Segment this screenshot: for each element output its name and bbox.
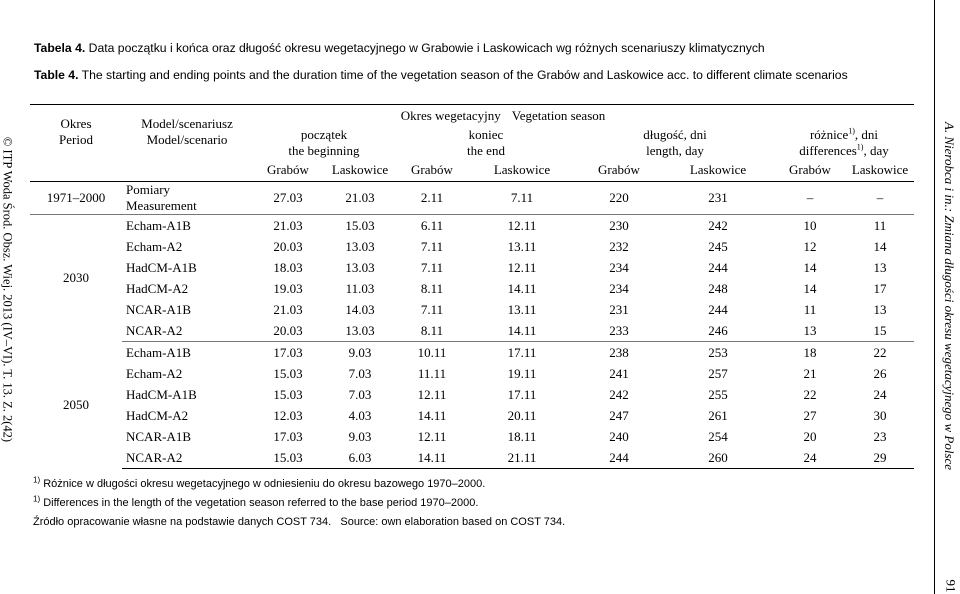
footnote-polish-mark: 1) [33, 475, 41, 485]
end-grabow: 6.11 [420, 217, 444, 233]
end-grabow: 7.11 [420, 238, 444, 254]
length-laskowice: 245 [708, 238, 728, 254]
measurement-start-grabow: 27.03 [252, 182, 324, 215]
end-laskowice: 12.11 [507, 259, 537, 275]
start-grabow: 21.03 [273, 301, 303, 317]
caption-polish-label: Tabela 4. [34, 41, 86, 55]
diff-pl-tail: , dni [854, 127, 879, 142]
measurement-label [122, 182, 252, 215]
table-row [30, 384, 914, 405]
length-grabow: 244 [576, 447, 662, 469]
length-grabow: 242 [609, 386, 629, 402]
table-row [30, 342, 914, 364]
site-grabow-end: Grabów [396, 159, 468, 182]
table-row [30, 278, 914, 299]
start-grabow: 15.03 [273, 365, 303, 381]
length-laskowice: 261 [708, 407, 728, 423]
table-row [30, 405, 914, 426]
end-grabow: 11.11 [417, 365, 447, 381]
header-row-sites [30, 159, 914, 182]
season-header-pl: Okres wegetacyjny [400, 108, 501, 123]
end-laskowice: 17.11 [507, 344, 537, 360]
footnote-english-text: Differences in the length of the vegetation season referred to the base period 1970–2000. [43, 497, 479, 509]
period-header-en: Period [59, 132, 93, 147]
table-row [30, 320, 914, 342]
end-laskowice: 18.11 [507, 428, 537, 444]
length-grabow: 234 [609, 259, 629, 275]
journal-citation: © ITP Woda Środ. Obsz. Wiej. 2013 (IV–VI). T. 13. Z. 2(42) [0, 136, 15, 443]
diff-laskowice: 29 [846, 447, 914, 469]
difference-header-pl [774, 127, 914, 143]
start-laskowice: 13.03 [324, 320, 396, 342]
start-grabow: 20.03 [273, 238, 303, 254]
measurement-end-grabow: 2.11 [396, 182, 468, 215]
start-laskowice: 7.03 [348, 386, 372, 402]
length-grabow: 231 [609, 301, 629, 317]
model-name: NCAR-A1B [126, 301, 192, 317]
diff-laskowice: 17 [873, 280, 887, 296]
end-header-pl: koniec [468, 127, 504, 142]
start-laskowice: 13.03 [345, 259, 375, 275]
model-header [122, 105, 252, 160]
vegetation-season-table [30, 104, 914, 469]
model-name: HadCM-A1B [126, 386, 197, 402]
model-header-pl: Model/scenariusz [141, 116, 233, 131]
footnote-english [33, 494, 479, 509]
diff-en-tail: , day [863, 143, 889, 158]
length-grabow: 238 [609, 344, 629, 360]
end-laskowice: 20.11 [507, 407, 537, 423]
end-grabow: 12.11 [417, 428, 447, 444]
end-laskowice: 17.11 [507, 386, 537, 402]
period-2030: 2030 [63, 270, 89, 286]
length-laskowice: 260 [662, 447, 774, 469]
length-laskowice: 246 [662, 320, 774, 342]
model-name: Echam-A2 [126, 238, 183, 254]
start-grabow: 18.03 [273, 259, 303, 275]
length-grabow: 230 [609, 217, 629, 233]
measurement-length-laskowice: 231 [662, 182, 774, 215]
diff-laskowice: 13 [873, 259, 887, 275]
end-laskowice: 14.11 [468, 320, 576, 342]
length-laskowice: 254 [708, 428, 728, 444]
period-header-pl: Okres [60, 116, 92, 131]
diff-grabow: 10 [803, 217, 817, 233]
end-laskowice: 12.11 [507, 217, 537, 233]
length-grabow: 233 [576, 320, 662, 342]
caption-polish [34, 41, 765, 55]
diff-grabow: 24 [774, 447, 846, 469]
start-header-en: the beginning [288, 143, 360, 158]
start-grabow: 12.03 [273, 407, 303, 423]
source-note: Źródło opracowanie własne na podstawie danych COST 734. Source: own elaboration based on COST 734. [33, 516, 566, 528]
end-laskowice: 13.11 [507, 238, 537, 254]
start-laskowice: 13.03 [345, 238, 375, 254]
start-grabow: 17.03 [273, 344, 303, 360]
measurement-length-grabow: 220 [576, 182, 662, 215]
footnote-english-mark: 1) [33, 494, 41, 504]
model-name: HadCM-A1B [126, 259, 197, 275]
diff-grabow: 14 [803, 259, 817, 275]
start-grabow: 20.03 [252, 320, 324, 342]
diff-laskowice: 15 [846, 320, 914, 342]
end-grabow: 8.11 [396, 320, 468, 342]
start-grabow: 21.03 [273, 217, 303, 233]
end-header [396, 127, 576, 159]
end-grabow: 12.11 [417, 386, 447, 402]
start-grabow: 17.03 [273, 428, 303, 444]
model-header-en: Model/scenario [146, 132, 228, 147]
header-row-top [30, 105, 914, 128]
running-header: A. Nierobca i in.: Zmiana długości okresu wegetacyjnego w Polsce [942, 121, 957, 471]
table-row [30, 426, 914, 447]
length-laskowice: 242 [708, 217, 728, 233]
table-row [30, 236, 914, 257]
diff-grabow: 11 [803, 301, 817, 317]
start-laskowice: 11.03 [345, 280, 375, 296]
model-name: NCAR-A2 [122, 447, 252, 469]
start-laskowice: 14.03 [345, 301, 375, 317]
model-name: Echam-A2 [126, 365, 183, 381]
table-row [30, 215, 914, 237]
length-grabow: 232 [609, 238, 629, 254]
measurement-label-pl: Pomiary [126, 182, 171, 197]
site-laskowice-end: Laskowice [468, 159, 576, 182]
length-grabow: 234 [609, 280, 629, 296]
start-header [252, 127, 396, 159]
diff-en-word: differences [799, 143, 857, 158]
model-name: HadCM-A2 [126, 407, 189, 423]
measurement-end-laskowice: 7.11 [468, 182, 576, 215]
model-name: NCAR-A2 [122, 320, 252, 342]
start-laskowice: 4.03 [348, 407, 372, 423]
model-name: HadCM-A2 [126, 280, 189, 296]
table-row [30, 447, 914, 469]
footnote-polish [33, 475, 486, 490]
rows-2030 [30, 215, 914, 342]
end-grabow: 7.11 [420, 259, 444, 275]
measurement-diff-grabow: – [774, 182, 846, 215]
caption-polish-text: Data początku i końca oraz długość okresu wegetacyjnego w Grabowie i Laskowicach wg różnych scenariuszy klimatycznych [88, 41, 765, 55]
site-laskowice-diff: Laskowice [846, 159, 914, 182]
length-header [576, 127, 774, 159]
end-laskowice: 21.11 [468, 447, 576, 469]
start-header-pl: początek [300, 127, 348, 142]
period-2050: 2050 [63, 397, 89, 412]
season-header [252, 105, 914, 128]
start-grabow: 15.03 [273, 386, 303, 402]
site-grabow-start: Grabów [252, 159, 324, 182]
model-name: Echam-A1B [126, 217, 191, 233]
table-row [30, 299, 914, 320]
end-laskowice: 19.11 [507, 365, 537, 381]
diff-laskowice: 11 [873, 217, 887, 233]
rows-2050 [30, 342, 914, 469]
diff-laskowice: 13 [873, 301, 887, 317]
start-laskowice: 9.03 [348, 428, 372, 444]
season-header-en: Vegetation season [511, 108, 606, 123]
diff-pl-word: różnice [809, 127, 849, 142]
length-header-en: length, day [646, 143, 704, 158]
table-row [30, 363, 914, 384]
end-grabow: 7.11 [420, 301, 444, 317]
measurement-diff-laskowice: – [846, 182, 914, 215]
site-grabow-length: Grabów [576, 159, 662, 182]
diff-grabow: 12 [803, 238, 817, 254]
diff-laskowice: 14 [873, 238, 887, 254]
end-grabow: 14.11 [417, 407, 447, 423]
end-header-en: the end [467, 143, 505, 158]
period-header [30, 105, 122, 160]
difference-header-en [774, 143, 914, 159]
diff-pl-sup: 1) [848, 126, 855, 136]
diff-laskowice: 26 [873, 365, 887, 381]
length-laskowice: 253 [708, 344, 728, 360]
length-laskowice: 248 [708, 280, 728, 296]
table-row [30, 257, 914, 278]
start-grabow: 15.03 [252, 447, 324, 469]
diff-laskowice: 24 [873, 386, 887, 402]
site-grabow-diff: Grabów [774, 159, 846, 182]
diff-grabow: 13 [774, 320, 846, 342]
end-laskowice: 13.11 [507, 301, 537, 317]
diff-grabow: 14 [803, 280, 817, 296]
end-grabow: 14.11 [396, 447, 468, 469]
diff-grabow: 22 [803, 386, 817, 402]
length-laskowice: 244 [708, 259, 728, 275]
model-name: Echam-A1B [126, 344, 191, 360]
start-laskowice: 7.03 [348, 365, 372, 381]
start-laskowice: 9.03 [348, 344, 372, 360]
measurement-start-laskowice: 21.03 [324, 182, 396, 215]
length-grabow: 240 [609, 428, 629, 444]
diff-en-sup: 1) [856, 142, 864, 152]
length-laskowice: 244 [708, 301, 728, 317]
model-name: NCAR-A1B [126, 428, 192, 444]
measurement-row [30, 182, 914, 215]
caption-english-text: The starting and ending points and the duration time of the vegetation season of the Grabów and Laskowice acc. to different climate scenarios [81, 68, 848, 82]
start-grabow: 19.03 [273, 280, 303, 296]
length-laskowice: 255 [708, 386, 728, 402]
site-laskowice-length: Laskowice [662, 159, 774, 182]
length-laskowice: 257 [708, 365, 728, 381]
diff-laskowice: 23 [873, 428, 887, 444]
diff-grabow: 27 [803, 407, 817, 423]
diff-grabow: 21 [803, 365, 817, 381]
diff-grabow: 18 [803, 344, 817, 360]
difference-header [774, 127, 914, 159]
diff-grabow: 20 [803, 428, 817, 444]
caption-english-label: Table 4. [34, 68, 79, 82]
end-grabow: 10.11 [417, 344, 447, 360]
period-1971-2000: 1971–2000 [30, 182, 122, 215]
right-margin-rule [934, 0, 935, 594]
caption-english [34, 68, 848, 82]
length-header-pl: długość, dni [643, 127, 707, 142]
start-laskowice: 15.03 [345, 217, 375, 233]
end-grabow: 8.11 [420, 280, 444, 296]
page-number: 91 [943, 579, 959, 593]
start-laskowice: 6.03 [324, 447, 396, 469]
end-laskowice: 14.11 [507, 280, 537, 296]
site-laskowice-start: Laskowice [324, 159, 396, 182]
length-grabow: 247 [609, 407, 629, 423]
diff-laskowice: 30 [873, 407, 887, 423]
length-grabow: 241 [609, 365, 629, 381]
diff-laskowice: 22 [873, 344, 887, 360]
footnote-polish-text: Różnice w długości okresu wegetacyjnego w odniesieniu do okresu bazowego 1970–2000. [43, 478, 486, 490]
measurement-label-en: Measurement [126, 198, 197, 213]
